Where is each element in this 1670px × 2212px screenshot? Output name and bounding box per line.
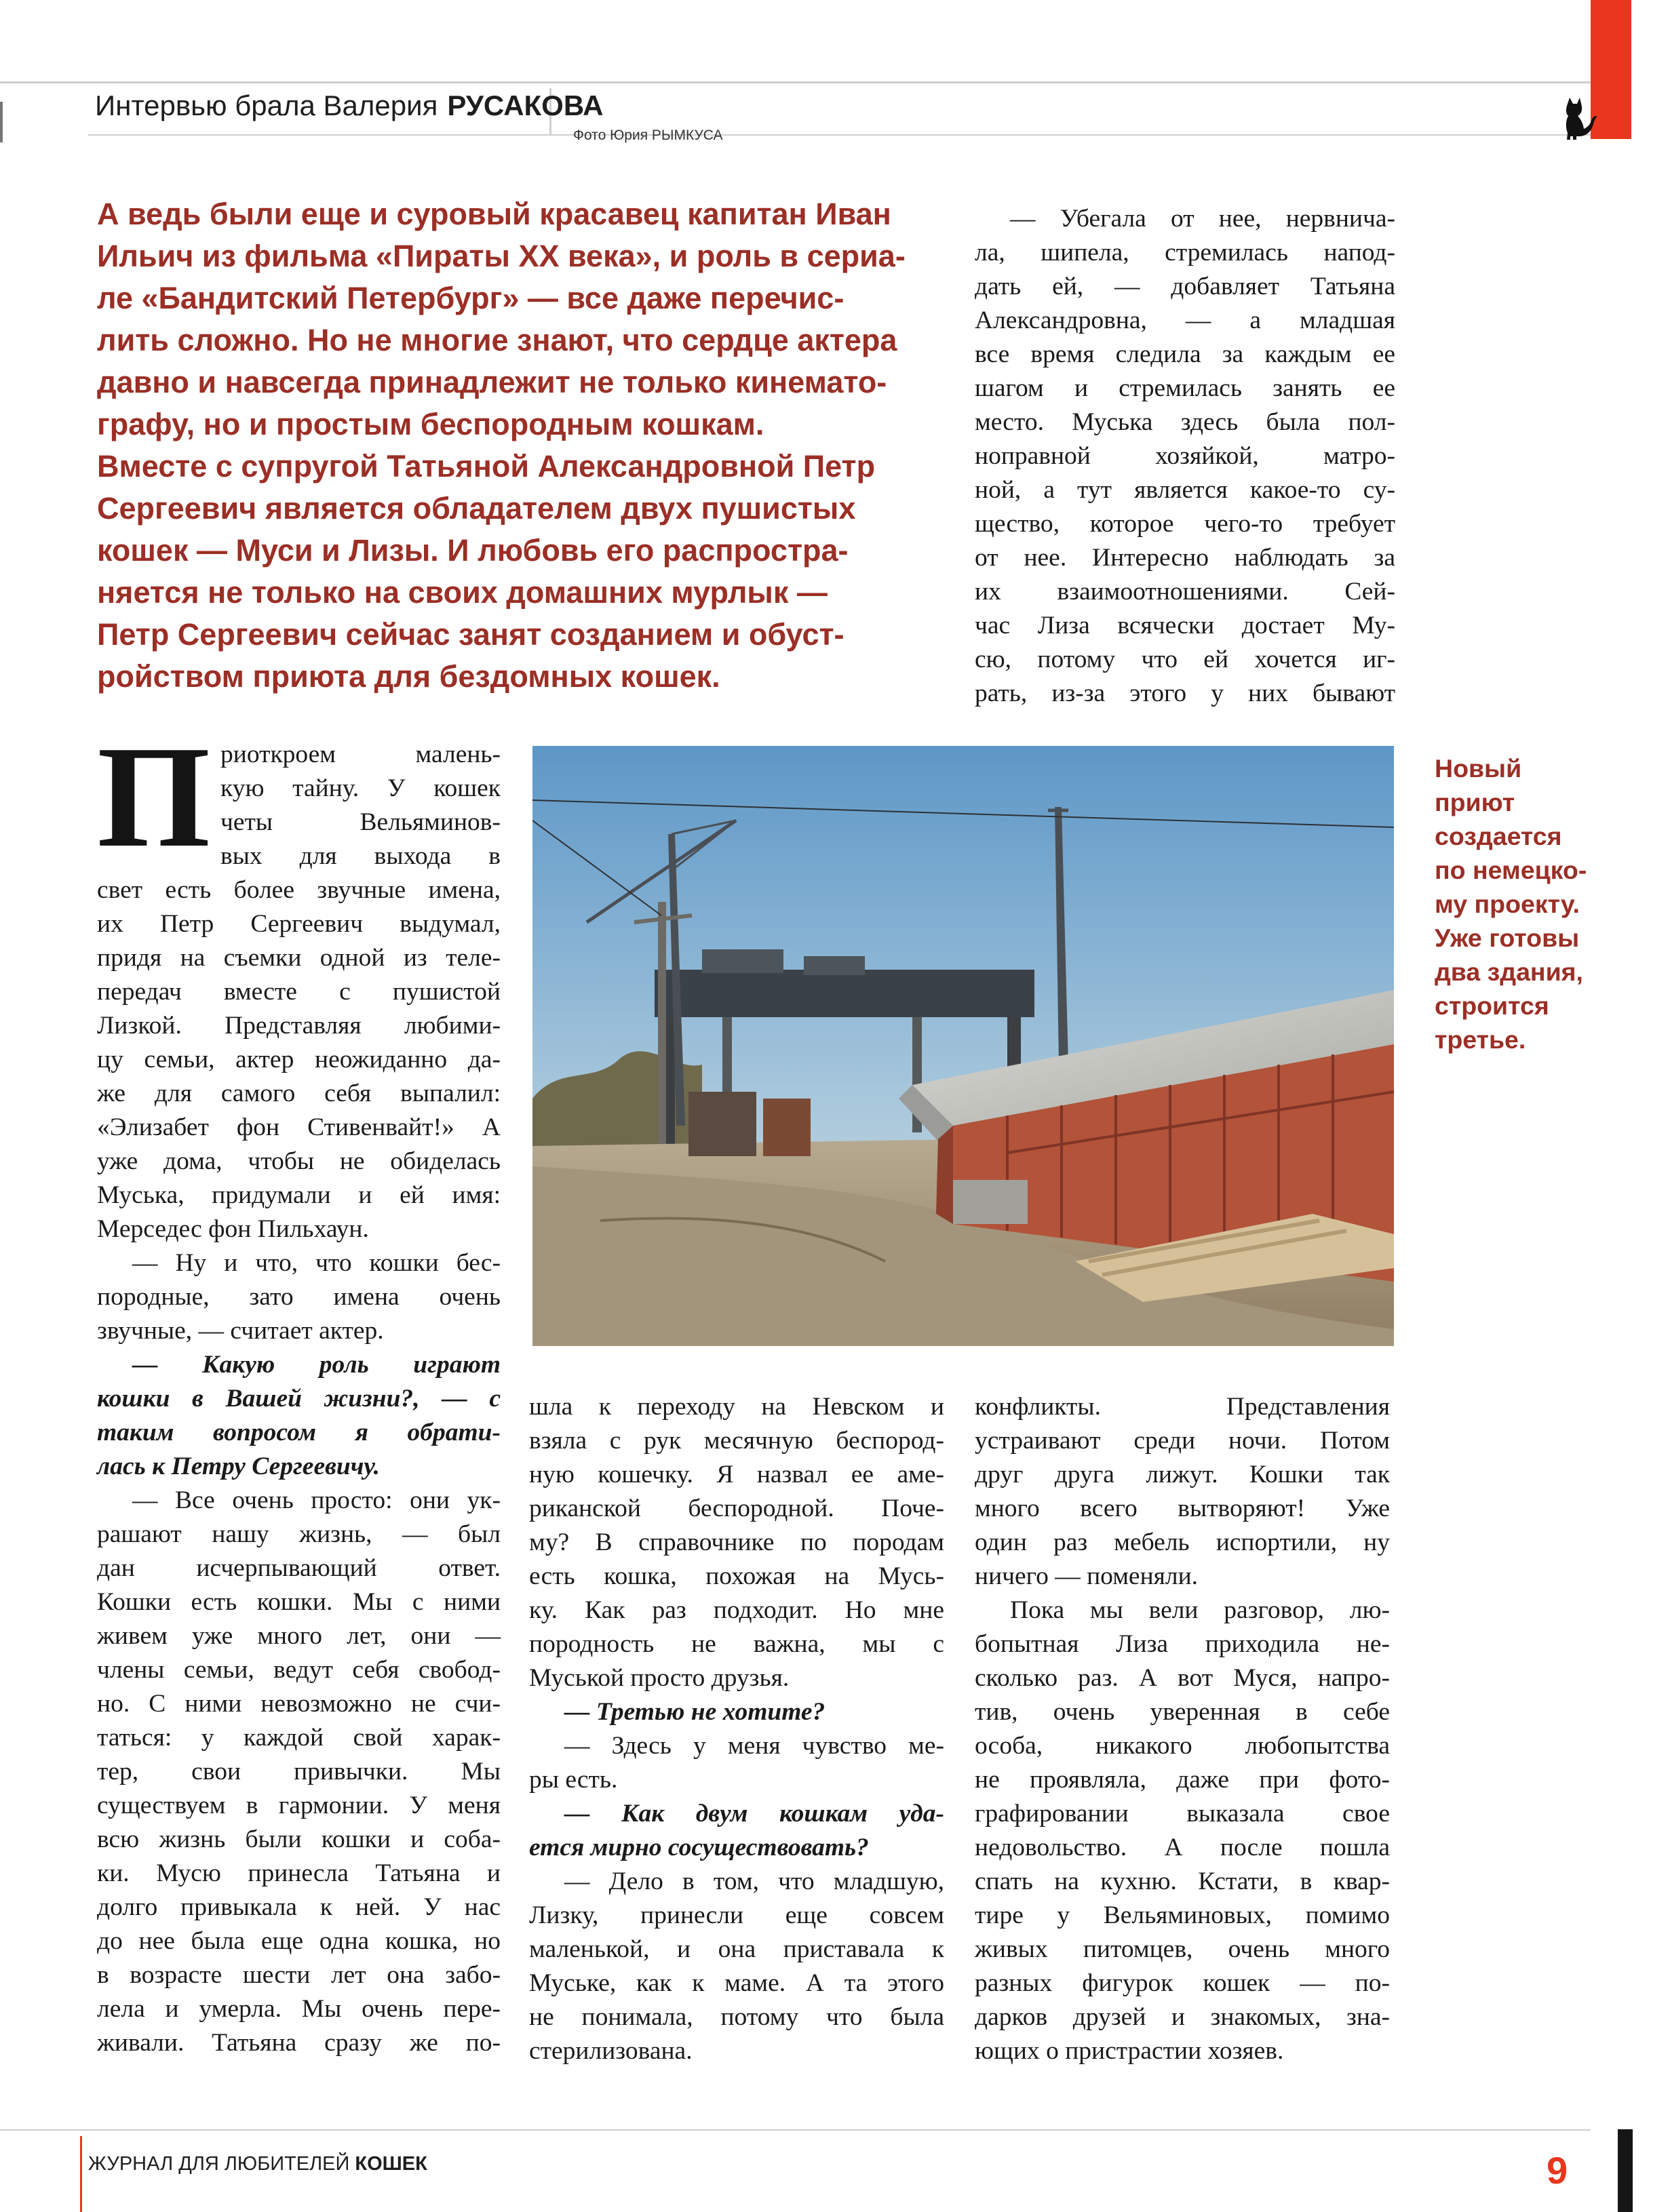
intro-line: ройством приюта для бездомных кошек. bbox=[97, 659, 720, 694]
text-line: тер, свои привычки. Мы bbox=[97, 1758, 501, 1785]
text-line: ющих о пристрастии хозяев. bbox=[975, 2037, 1284, 2065]
text-line: — Здесь у меня чувство ме- bbox=[564, 1732, 944, 1760]
caption-line: приют bbox=[1435, 788, 1515, 816]
footer-rule bbox=[0, 2129, 1591, 2131]
text-line: маленькой, и она приставала к bbox=[529, 1935, 944, 1963]
text-line: до нее была еще одна кошка, но bbox=[97, 1927, 501, 1955]
page-number: 9 bbox=[1547, 2149, 1568, 2192]
caption-line: строится bbox=[1435, 991, 1549, 1020]
text-line: живых питомцев, очень много bbox=[975, 1935, 1390, 1963]
text-line: — Какую роль играют bbox=[132, 1351, 501, 1379]
intro-line: няется не только на своих домашних мурлык — bbox=[97, 575, 828, 610]
caption-line: третье. bbox=[1435, 1025, 1526, 1054]
text-line: — Дело в том, что младшую, bbox=[564, 1868, 944, 1895]
text-line: тире у Вельяминовых, помимо bbox=[975, 1901, 1390, 1929]
text-line: Лизку, принесли еще совсем bbox=[529, 1901, 944, 1929]
text-line: ничего — поменяли. bbox=[975, 1562, 1199, 1590]
text-line: му? В справочнике по породам bbox=[529, 1528, 944, 1556]
photo-credit: Фото Юрия РЫМКУСА bbox=[573, 127, 723, 143]
text-line: в возрасте шести лет она забо- bbox=[97, 1961, 501, 1989]
text-line: ла, шипела, стремилась напод- bbox=[975, 239, 1395, 266]
text-line: место. Муська здесь была пол- bbox=[975, 408, 1395, 436]
byline-prefix: Интервью брала Валерия bbox=[95, 90, 438, 121]
article-column-2 bbox=[529, 1390, 944, 2068]
text-line: цу семьи, актер неожиданно да- bbox=[97, 1046, 501, 1073]
text-line: час Лиза всячески достает Му- bbox=[975, 612, 1395, 639]
article-column-1 bbox=[97, 738, 501, 2060]
text-line: сколько раз. А вот Муся, напро- bbox=[975, 1664, 1390, 1692]
text-line: ную кошечку. Я назвал ее аме- bbox=[529, 1461, 944, 1488]
text-line: Мерседес фон Пильхаун. bbox=[97, 1215, 369, 1243]
text-line: щество, которое чего-то требует bbox=[975, 510, 1395, 538]
text-line: спать на кухню. Кстати, в квар- bbox=[975, 1868, 1390, 1895]
intro-line: А ведь были еще и суровый красавец капитан Иван bbox=[97, 197, 891, 231]
text-line: — Все очень просто: они ук- bbox=[132, 1486, 501, 1514]
text-line: лась к Петру Сергеевичу. bbox=[97, 1453, 381, 1480]
text-line: их Петр Сергеевич выдумал, bbox=[97, 910, 501, 938]
intro-line: лить сложно. Но не многие знают, что сердце актера bbox=[97, 323, 897, 357]
text-line: шла к переходу на Невском и bbox=[529, 1393, 944, 1421]
text-line: дан исчерпывающий ответ. bbox=[97, 1554, 501, 1582]
footer-bold: КОШЕК bbox=[355, 2153, 427, 2175]
intro-line: ле «Бандитский Петербург» — все даже перечис- bbox=[97, 281, 844, 315]
text-line: не проявляла, даже при фото- bbox=[975, 1766, 1390, 1794]
caption-line: му проекту. bbox=[1435, 890, 1580, 918]
text-line: рать, из-за этого у них бывают bbox=[975, 679, 1395, 707]
text-line: Кошки есть кошки. Мы с ними bbox=[97, 1588, 501, 1616]
intro-line: Петр Сергеевич сейчас занят созданием и обуст- bbox=[97, 617, 844, 652]
text-line: графировании выказала свое bbox=[975, 1800, 1390, 1828]
text-line: уже дома, чтобы не обиделась bbox=[97, 1147, 501, 1175]
intro-line: давно и навсегда принадлежит не только кинемато- bbox=[97, 365, 887, 399]
text-line: взяла с рук месячную беспород- bbox=[529, 1427, 944, 1455]
text-line: все время следила за каждым ее bbox=[975, 340, 1395, 368]
text-line: лела и умерла. Мы очень пере- bbox=[97, 1995, 501, 2023]
cat-silhouette-icon bbox=[1560, 94, 1601, 141]
footer-accent-line bbox=[80, 2136, 82, 2212]
text-line: звучные, — считает актер. bbox=[97, 1317, 384, 1345]
text-line: придя на съемки одной из теле- bbox=[97, 944, 501, 972]
text-line: Пока мы вели разговор, лю- bbox=[1010, 1596, 1390, 1624]
text-line: свет есть более звучные имена, bbox=[97, 876, 501, 904]
text-line: много всего вытворяют! Уже bbox=[975, 1495, 1390, 1522]
text-line: устраивают среди ночи. Потом bbox=[975, 1427, 1390, 1455]
caption-line: два здания, bbox=[1435, 957, 1583, 986]
text-line: породные, зато имена очень bbox=[97, 1283, 501, 1311]
text-line: кую тайну. У кошек bbox=[220, 774, 501, 802]
text-line: существуем в гармонии. У меня bbox=[97, 1792, 501, 1819]
intro-line: Ильич из фильма «Пираты ХХ века», и роль в сериа- bbox=[97, 239, 906, 273]
intro-lead bbox=[97, 193, 975, 698]
shelter-construction-photo bbox=[532, 746, 1394, 1346]
text-line: передач вместе с пушистой bbox=[97, 978, 501, 1006]
intro-line: кошек — Муси и Лизы. И любовь его распростра- bbox=[97, 533, 849, 568]
text-line: таким вопросом я обрати- bbox=[97, 1419, 501, 1446]
text-line: живали. Татьяна сразу же по- bbox=[97, 2029, 501, 2057]
text-line: бопытная Лиза приходила не- bbox=[975, 1630, 1390, 1658]
text-line: ноправной хозяйкой, матро- bbox=[975, 442, 1395, 470]
page-edge-bar bbox=[1618, 2129, 1633, 2212]
header-rule-bottom bbox=[88, 134, 1591, 136]
caption-line: Новый bbox=[1435, 754, 1522, 783]
intro-line: Сергеевич является обладателем двух пушистых bbox=[97, 491, 856, 526]
text-line: породность не важна, мы с bbox=[529, 1630, 944, 1658]
caption-line: по немецко- bbox=[1435, 856, 1587, 884]
text-line: риоткроем малень- bbox=[220, 740, 501, 768]
text-line: есть кошка, похожая на Мусь- bbox=[529, 1562, 944, 1590]
text-line: живем уже много лет, они — bbox=[97, 1622, 501, 1650]
text-line: — Как двум кошкам уда- bbox=[564, 1800, 944, 1828]
text-line: дать ей, — добавляет Татьяна bbox=[975, 273, 1395, 300]
text-line: не понимала, потому что была bbox=[529, 2003, 944, 2031]
text-line: ется мирно сосуществовать? bbox=[529, 1834, 869, 1861]
text-line: рашают нашу жизнь, — был bbox=[97, 1520, 501, 1548]
article-column-3-top bbox=[975, 202, 1395, 711]
header-rule-top bbox=[0, 81, 1591, 83]
text-line: их взаимоотношениями. Сей- bbox=[975, 578, 1395, 606]
text-line: Лизкой. Представляя любими- bbox=[97, 1012, 501, 1040]
text-line: ной, а тут является какое-то су- bbox=[975, 476, 1395, 504]
text-line: таться: у каждой свой харак- bbox=[97, 1724, 501, 1752]
text-line: Муське, как к маме. А та этого bbox=[529, 1969, 944, 1997]
byline bbox=[95, 90, 603, 122]
text-line: недовольство. А после пошла bbox=[975, 1834, 1390, 1861]
text-line: ры есть. bbox=[529, 1766, 618, 1794]
article-column-3-bottom bbox=[975, 1390, 1390, 2068]
caption-line: Уже готовы bbox=[1435, 924, 1580, 952]
text-line: от нее. Интересно наблюдать за bbox=[975, 544, 1395, 572]
text-line: — Третью не хотите? bbox=[564, 1698, 826, 1726]
byline-name: РУСАКОВА bbox=[447, 90, 604, 121]
text-line: дарков друзей и знакомых, зна- bbox=[975, 2003, 1390, 2031]
text-line: риканской беспородной. Поче- bbox=[529, 1495, 944, 1522]
text-line: разных фигурок кошек — по- bbox=[975, 1969, 1390, 1997]
text-line: сю, потому что ей хочется иг- bbox=[975, 646, 1395, 673]
text-line: один раз мебель испортили, ну bbox=[975, 1528, 1390, 1556]
text-line: Муськой просто друзья. bbox=[529, 1664, 790, 1692]
intro-line: графу, но и простым беспородным кошкам. bbox=[97, 407, 764, 441]
text-line: стерилизована. bbox=[529, 2037, 693, 2065]
margin-mark bbox=[0, 102, 3, 142]
text-line: ки. Мусю принесла Татьяна и bbox=[97, 1859, 501, 1887]
text-line: Муська, придумали и ей имя: bbox=[97, 1181, 501, 1209]
intro-line: Вместе с супругой Татьяной Александровной Петр bbox=[97, 449, 876, 483]
footer-journal-title bbox=[88, 2153, 427, 2175]
text-line: тив, очень уверенная в себе bbox=[975, 1698, 1390, 1726]
text-line: долго привыкала к ней. У нас bbox=[97, 1893, 501, 1921]
text-line: Александровна, — а младшая bbox=[975, 307, 1395, 334]
text-line: вых для выхода в bbox=[220, 842, 501, 870]
text-line: ку. Как раз подходит. Но мне bbox=[529, 1596, 944, 1624]
text-line: особа, никакого любопытства bbox=[975, 1732, 1390, 1760]
text-line: четы Вельяминов- bbox=[220, 808, 501, 836]
drop-cap: П bbox=[97, 715, 211, 877]
caption-line: создается bbox=[1435, 822, 1562, 850]
text-line: — Ну и что, что кошки бес- bbox=[132, 1249, 501, 1277]
text-line: «Элизабет фон Стивенвайт!» А bbox=[97, 1113, 501, 1141]
photo-caption bbox=[1435, 751, 1587, 1056]
text-line: же для самого себя выпалил: bbox=[97, 1080, 501, 1107]
text-line: шагом и стремилась занять ее bbox=[975, 374, 1395, 402]
text-line: всю жизнь были кошки и соба- bbox=[97, 1825, 501, 1853]
text-line: — Убегала от нее, нервнича- bbox=[1010, 205, 1395, 233]
text-line: но. С ними невозможно не счи- bbox=[97, 1690, 501, 1718]
text-line: кошки в Вашей жизни?, — с bbox=[97, 1385, 501, 1413]
footer-prefix: ЖУРНАЛ ДЛЯ ЛЮБИТЕЛЕЙ bbox=[88, 2153, 350, 2175]
text-line: члены семьи, ведут себя свобод- bbox=[97, 1656, 501, 1684]
text-line: друг друга лижут. Кошки так bbox=[975, 1461, 1390, 1488]
text-line: конфликты. Представления bbox=[975, 1393, 1390, 1421]
